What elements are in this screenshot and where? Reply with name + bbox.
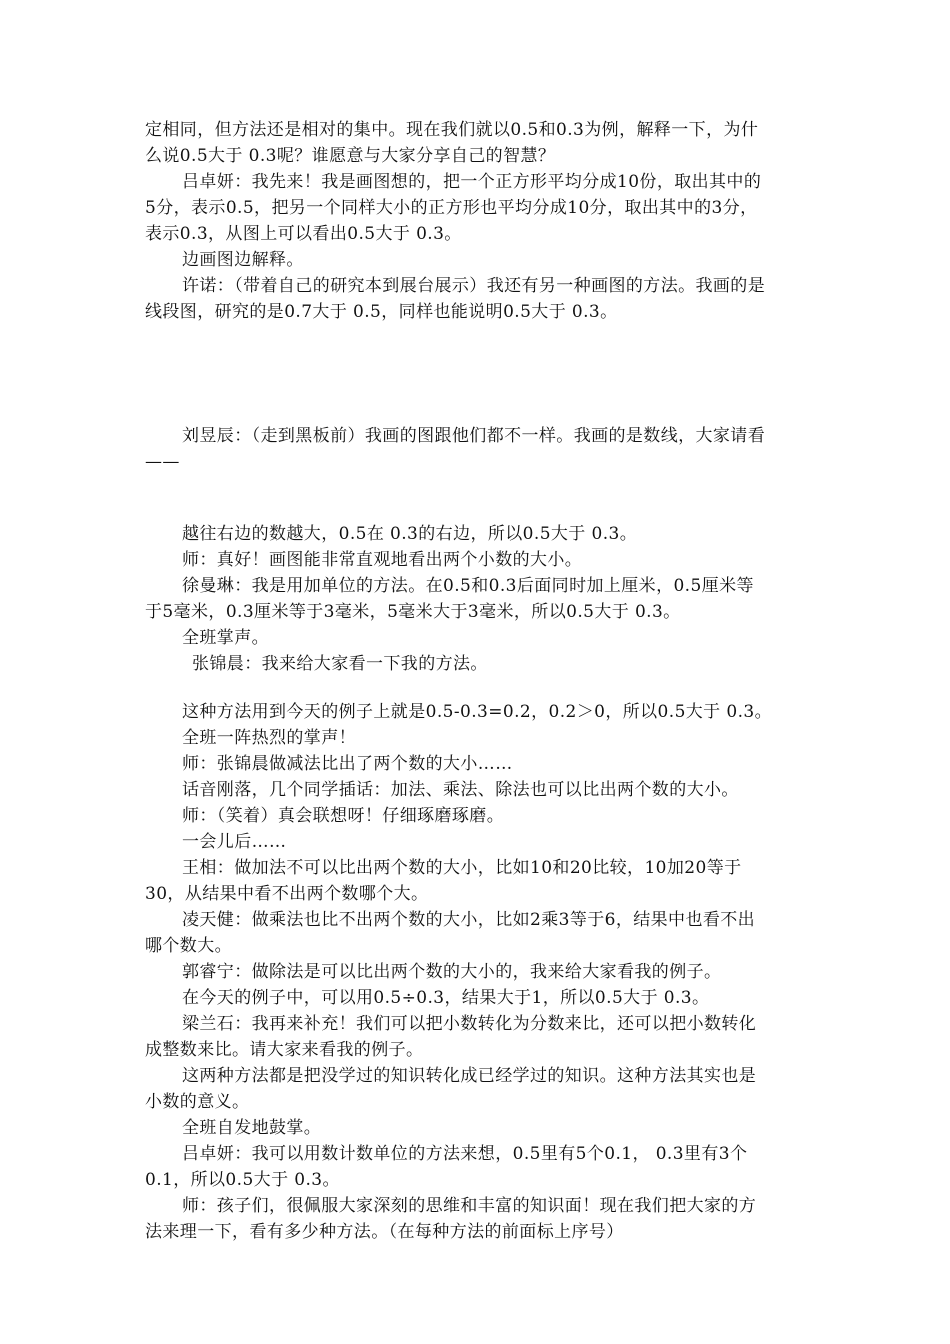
text-line: 王相：做加法不可以比出两个数的大小，比如10和20比较，10加20等于 — [182, 858, 742, 878]
text-line: 一会儿后…… — [182, 832, 287, 852]
text-line: 师：真好！画图能非常直观地看出两个小数的大小。 — [182, 550, 583, 570]
text-line: 边画图边解释。 — [182, 250, 304, 270]
text-line: 越往右边的数越大，0.5在 0.3的右边，所以0.5大于 0.3。 — [182, 524, 638, 544]
text-line: 全班自发地鼓掌。 — [182, 1118, 322, 1138]
text-line: 张锦晨：我来给大家看一下我的方法。 — [192, 654, 488, 674]
text-line: 么说0.5大于 0.3呢？谁愿意与大家分享自己的智慧？ — [145, 146, 556, 166]
text-line: 线段图，研究的是0.7大于 0.5，同样也能说明0.5大于 0.3。 — [145, 302, 618, 322]
text-line: 在今天的例子中，可以用0.5÷0.3，结果大于1，所以0.5大于 0.3。 — [182, 988, 710, 1008]
text-line: 师：孩子们，很佩服大家深刻的思维和丰富的知识面！现在我们把大家的方 — [182, 1196, 757, 1216]
text-line: 于5毫米，0.3厘米等于3毫米，5毫米大于3毫米，所以0.5大于 0.3。 — [145, 602, 681, 622]
text-line: 梁兰石：我再来补充！我们可以把小数转化为分数来比，还可以把小数转化 — [182, 1014, 757, 1034]
text-line: 郭睿宁：做除法是可以比出两个数的大小的，我来给大家看我的例子。 — [182, 962, 722, 982]
text-line: —— — [145, 452, 180, 472]
text-line: 徐曼琳：我是用加单位的方法。在0.5和0.3后面同时加上厘米，0.5厘米等 — [182, 576, 754, 596]
text-line: 法来理一下，看有多少种方法。（在每种方法的前面标上序号） — [145, 1222, 624, 1242]
text-line: 全班一阵热烈的掌声！ — [182, 728, 356, 748]
text-line: 0.1，所以0.5大于 0.3。 — [145, 1170, 340, 1190]
text-line: 话音刚落，几个同学插话：加法、乘法、除法也可以比出两个数的大小。 — [182, 780, 739, 800]
text-line: 师：张锦晨做减法比出了两个数的大小…… — [182, 754, 513, 774]
text-line: 成整数来比。请大家来看我的例子。 — [145, 1040, 424, 1060]
text-line: 凌天健：做乘法也比不出两个数的大小，比如2乘3等于6，结果中也看不出 — [182, 910, 756, 930]
text-line: 全班掌声。 — [182, 628, 269, 648]
text-line: 哪个数大。 — [145, 936, 232, 956]
text-line: 定相同，但方法还是相对的集中。现在我们就以0.5和0.3为例，解释一下，为什 — [145, 120, 759, 140]
text-line: 吕卓妍：我先来！我是画图想的，把一个正方形平均分成10份，取出其中的 — [182, 172, 762, 192]
text-line: 30，从结果中看不出两个数哪个大。 — [145, 884, 429, 904]
text-line: 5分，表示0.5，把另一个同样大小的正方形也平均分成10分，取出其中的3分， — [145, 198, 758, 218]
text-line: 这种方法用到今天的例子上就是0.5-0.3=0.2，0.2＞0，所以0.5大于 0.3。 — [182, 702, 773, 722]
text-line: 小数的意义。 — [145, 1092, 250, 1112]
text-line: 表示0.3，从图上可以看出0.5大于 0.3。 — [145, 224, 462, 244]
text-line: 师：（笑着）真会联想呀！仔细琢磨琢磨。 — [182, 806, 505, 826]
text-line: 许诺：（带着自己的研究本到展台展示）我还有另一种画图的方法。我画的是 — [182, 276, 766, 296]
text-line: 这两种方法都是把没学过的知识转化成已经学过的知识。这种方法其实也是 — [182, 1066, 757, 1086]
text-line: 吕卓妍：我可以用数计数单位的方法来想，0.5里有5个0.1， 0.3里有3个 — [182, 1144, 748, 1164]
text-line: 刘昱辰：（走到黑板前）我画的图跟他们都不一样。我画的是数线，大家请看 — [182, 426, 766, 446]
